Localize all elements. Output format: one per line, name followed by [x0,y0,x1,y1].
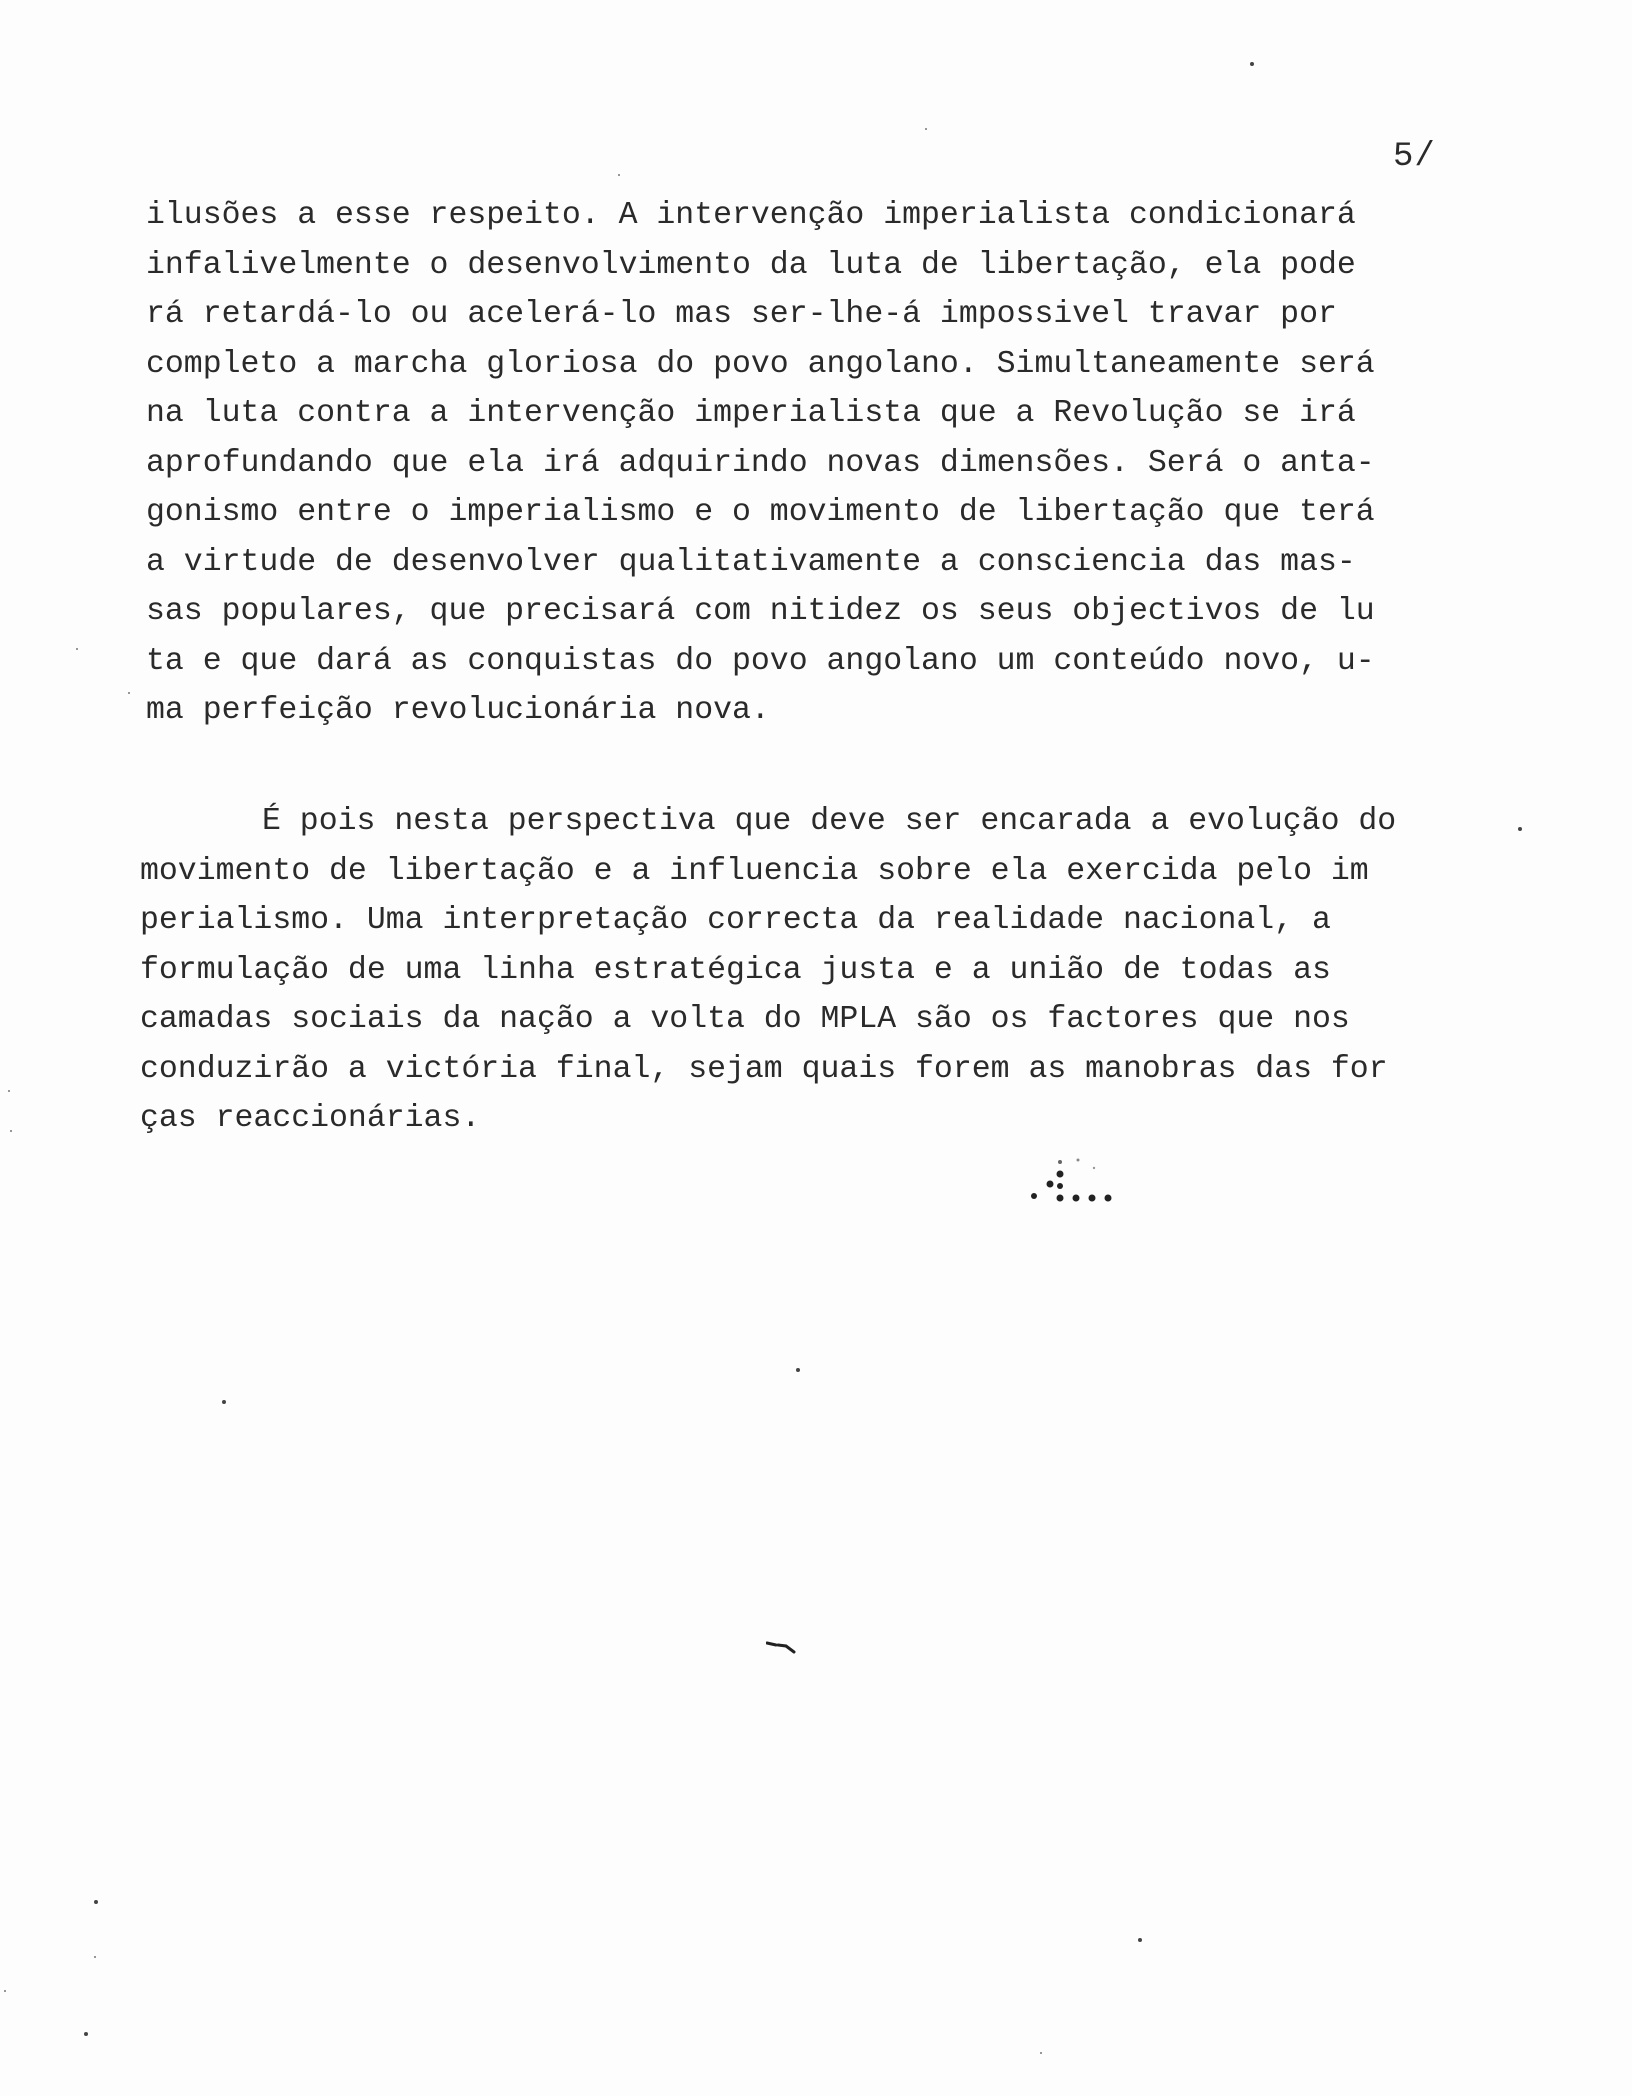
speck [222,1400,226,1404]
text-line: perialismo. Uma interpretação correcta da realidade nacional, a [140,903,1331,938]
speck [84,2032,88,2036]
text-line: sas populares, que precisará com nitidez os seus objectivos de lu [146,594,1375,629]
speck [1518,827,1522,831]
text-line: camadas sociais da nação a volta do MPLA são os factores que nos [140,1002,1350,1037]
text-line: formulação de uma linha estratégica justa e a união de todas as [140,952,1331,988]
speck [10,1130,12,1132]
speck [94,1900,98,1904]
text-line: ças reaccionárias. [140,1101,481,1136]
text-line: aprofundando que ela irá adquirindo novas dimensões. Será o anta- [146,445,1375,481]
text-line: na luta contra a intervenção imperialista que a Revolução se irá [146,396,1356,431]
text-line: a virtude de desenvolver qualitativamente a consciencia das mas- [146,544,1356,580]
text-line: É pois nesta perspectiva que deve ser encarada a evolução do [262,804,1397,839]
end-ornament [1010,1150,1140,1210]
page-number: 5/ [1393,138,1436,176]
text-line: ta e que dará as conquistas do povo angolano um conteúdo novo, u- [146,643,1375,679]
speck [1040,2052,1042,2054]
speck [618,174,620,176]
text-line: completo a marcha gloriosa do povo angolano. Simultaneamente será [146,346,1375,382]
speck [128,692,130,694]
speck [4,1990,6,1992]
text-line: gonismo entre o imperialismo e o movimento de libertação que terá [146,495,1375,530]
text-line: movimento de libertação e a influencia sobre ela exercida pelo im [140,853,1369,889]
speck [925,128,927,130]
speck [796,1368,800,1372]
speck [1250,62,1254,66]
speck [8,1090,10,1092]
text-line: ilusões a esse respeito. A intervenção imperialista condicionará [146,198,1356,233]
text-line: ma perfeição revolucionária nova. [146,693,770,728]
text-line: rá retardá-lo ou acelerá-lo mas ser-lhe-á impossivel travar por [146,297,1337,332]
stray-mark [766,1640,796,1654]
text-line: infalivelmente o desenvolvimento da luta de libertação, ela pode [146,247,1356,283]
text-line: conduzirão a victória final, sejam quais forem as manobras das for [140,1051,1388,1087]
speck [76,648,78,650]
paragraph-1 [146,191,1375,736]
paragraph-2 [140,797,1396,1144]
speck [1138,1938,1142,1942]
speck [94,1956,96,1958]
